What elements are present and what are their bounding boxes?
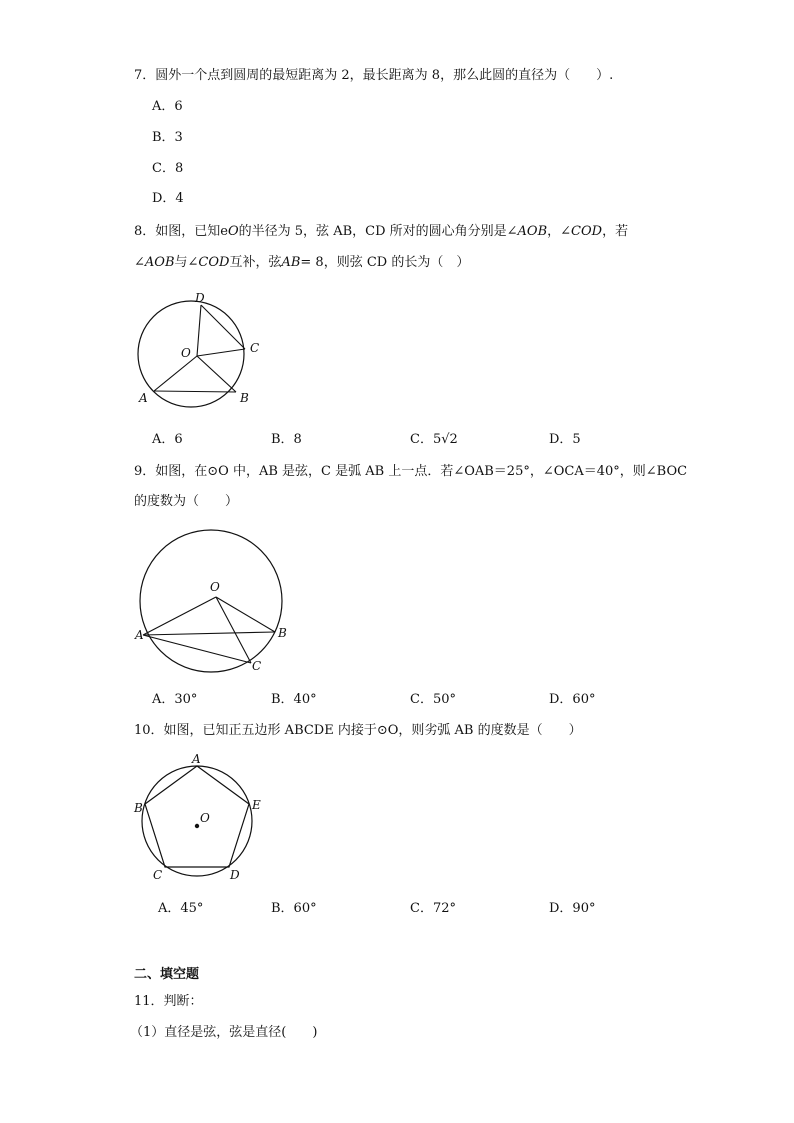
q9-option-a: A．30°: [152, 692, 198, 707]
q8-angle-aob: ∠AOB: [134, 255, 175, 270]
q8-option-a: A．6: [152, 432, 183, 447]
q8-line-ab: [154, 391, 236, 392]
q10-label-a: A: [192, 752, 201, 766]
q8-line-oa: [154, 356, 197, 391]
q8-chord-ab: AB: [281, 255, 301, 270]
q8-text: 的半径为 5，弦 AB，CD 所对的圆心角分别是: [238, 224, 507, 239]
q10-label-d: D: [230, 868, 240, 882]
q9-line-oa: [143, 597, 216, 635]
q7-option-b: B．3: [152, 130, 183, 145]
q11-stem: 11．判断：: [134, 994, 203, 1009]
q8-text: 与: [174, 255, 188, 270]
q8-option-c: C．5√2: [410, 432, 458, 447]
q8-center-o: O: [227, 224, 239, 239]
q8-angle-aob: ∠AOB: [506, 224, 548, 239]
q9-stem-line1: 9．如图，在⊙O 中，AB 是弦，C 是弧 AB 上一点．若∠OAB＝25°，∠OCA＝40°，则∠BOC: [134, 464, 688, 479]
q9-line-ab: [143, 632, 275, 635]
q8-text: 互补，弦: [229, 255, 282, 270]
section-title-fill-in: 二、填空题: [134, 967, 200, 982]
q8-line-oc: [197, 349, 245, 356]
q8-label-d: D: [195, 291, 205, 305]
q7-option-a: A．6: [152, 99, 183, 114]
q10-label-o: O: [200, 811, 210, 825]
q8-text: ，若: [602, 224, 629, 239]
q10-label-c: C: [153, 868, 163, 882]
q9-option-c: C．50°: [410, 692, 456, 707]
q8-label-a: A: [139, 391, 148, 405]
q7-option-c: C．8: [152, 161, 184, 176]
q7-option-d: D．4: [152, 191, 184, 206]
q11-part1: （1）直径是弦，弦是直径( ): [130, 1025, 318, 1040]
q8-label-o: O: [181, 346, 191, 360]
q8-stem-line1: [134, 223, 628, 241]
q9-label-a: A: [135, 628, 144, 642]
q8-angle-cod: ∠COD: [187, 255, 230, 270]
q10-option-b: B．60°: [271, 901, 317, 916]
q7-stem: 7．圆外一个点到圆周的最短距离为 2，最长距离为 8，那么此圆的直径为（ ）.: [134, 68, 614, 83]
q9-option-b: B．40°: [271, 692, 317, 707]
q8-text: = 8，则弦 CD 的长为（ ）: [300, 255, 470, 270]
q8-line-od: [197, 305, 201, 356]
q10-pentagon: [145, 766, 249, 867]
q10-label-e: E: [252, 798, 261, 812]
q8-circle-symbol: e: [220, 224, 228, 239]
q8-line-ob: [197, 356, 236, 392]
q8-option-b: B．8: [271, 432, 302, 447]
q8-stem-line2: [134, 254, 469, 272]
q8-text: 8．如图，已知: [134, 224, 221, 239]
q8-comma: ，: [547, 224, 561, 239]
q8-figure: [135, 288, 265, 413]
q9-label-b: B: [278, 626, 287, 640]
q10-option-d: D．90°: [549, 901, 596, 916]
q10-option-a: A．45°: [158, 901, 204, 916]
q10-stem: 10．如图，已知正五边形 ABCDE 内接于⊙O，则劣弧 AB 的度数是（ ）: [134, 723, 582, 738]
q8-label-b: B: [240, 391, 249, 405]
q8-option-d: D．5: [549, 432, 581, 447]
q8-label-c: C: [250, 341, 260, 355]
q10-circle: [142, 766, 252, 876]
q9-label-o: O: [210, 580, 220, 594]
q9-option-d: D．60°: [549, 692, 596, 707]
q9-figure: [135, 525, 295, 680]
q9-circle: [140, 530, 282, 672]
q8-angle-cod: ∠COD: [560, 224, 603, 239]
q10-label-b: B: [134, 801, 143, 815]
q9-stem-line2: 的度数为（ ）: [134, 494, 239, 509]
q10-figure: [130, 752, 270, 885]
q9-label-c: C: [252, 659, 262, 673]
q10-option-c: C．72°: [410, 901, 456, 916]
q10-center-dot: [195, 824, 199, 828]
